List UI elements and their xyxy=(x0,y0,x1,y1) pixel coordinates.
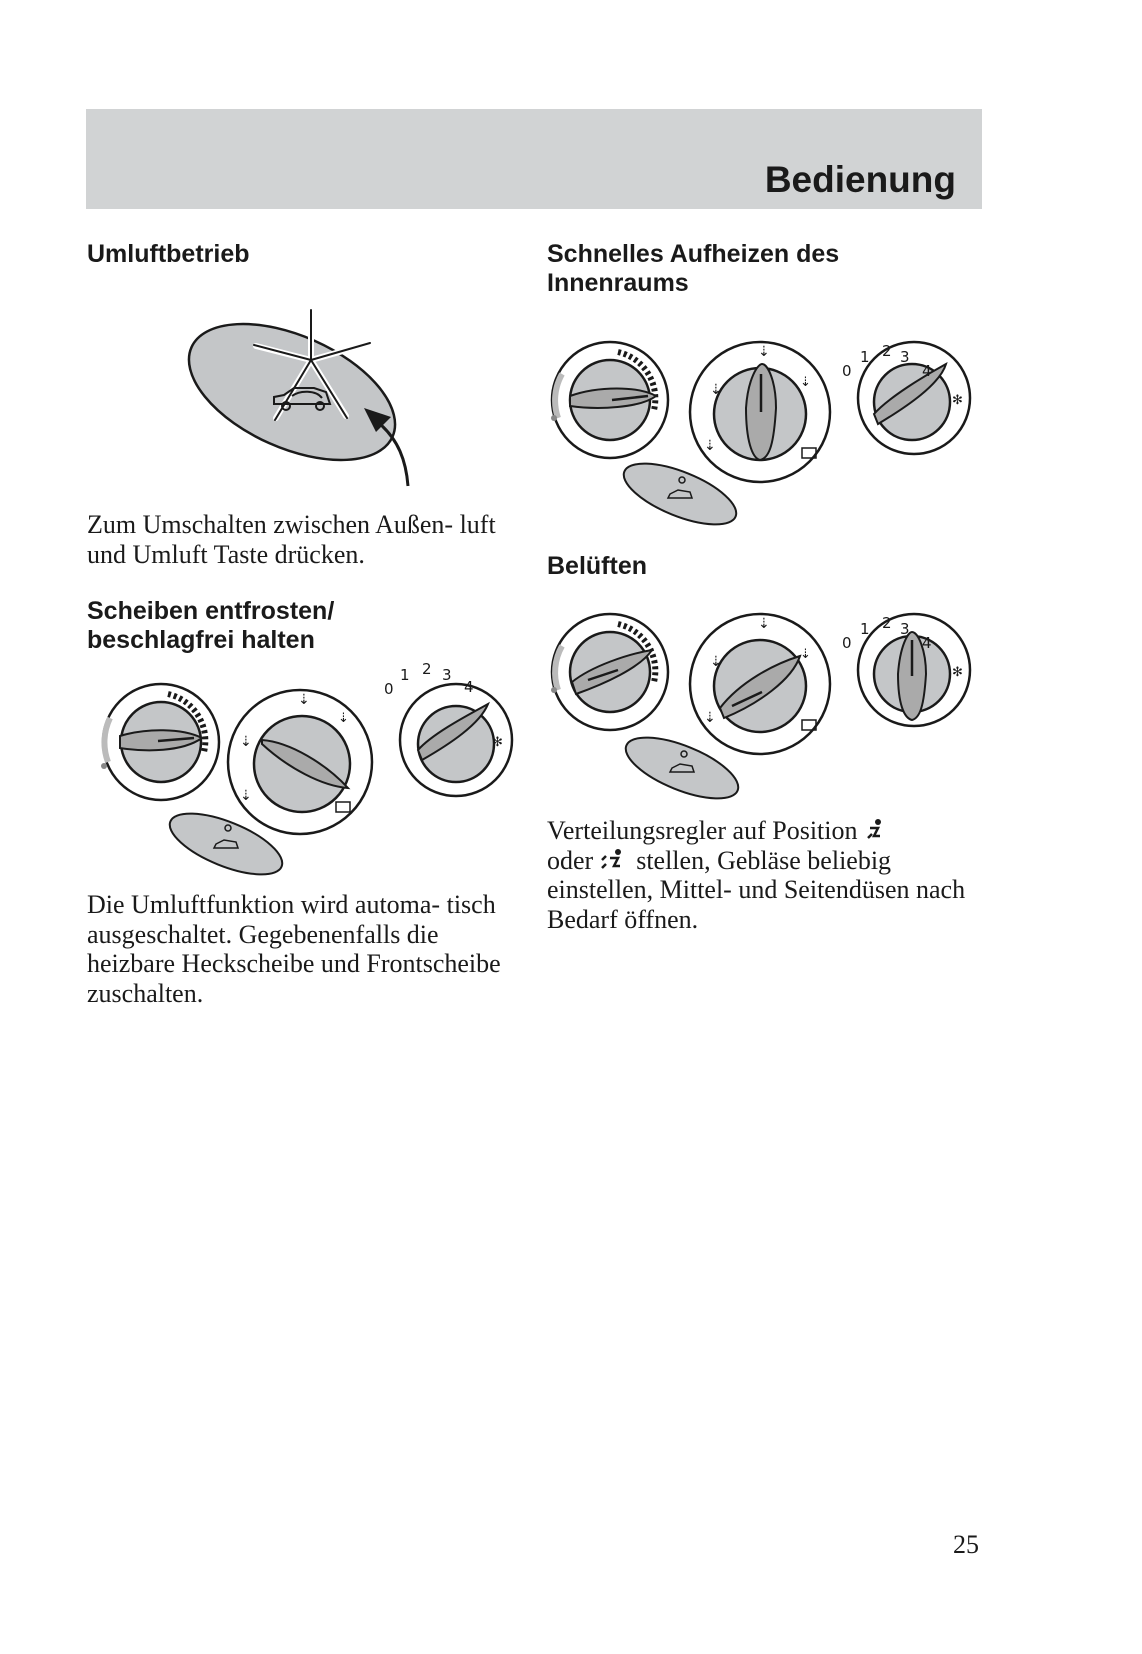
svg-text:4: 4 xyxy=(922,634,932,652)
face-floor-vent-icon xyxy=(600,848,630,872)
svg-text:0: 0 xyxy=(384,680,394,698)
svg-text:1: 1 xyxy=(860,620,870,638)
svg-text:⇣: ⇣ xyxy=(710,654,722,670)
svg-text:3: 3 xyxy=(442,666,452,684)
heating-controls-illustration xyxy=(548,342,978,532)
svg-text:0: 0 xyxy=(842,634,852,652)
distribution-knob-icon xyxy=(690,614,830,754)
svg-text:3: 3 xyxy=(900,348,910,366)
heading-umluftbetrieb: Umluftbetrieb xyxy=(87,240,250,268)
svg-text:✻: ✻ xyxy=(952,393,963,408)
svg-text:⇣: ⇣ xyxy=(298,692,310,708)
svg-text:⇣: ⇣ xyxy=(240,734,252,750)
entfrosten-description: Die Umluftfunktion wird automa- tisch ausgeschaltet. Gegebenenfalls die heizbare Heckscheibe und Frontscheibe zuschalten. xyxy=(87,890,501,1008)
defrost-controls-illustration xyxy=(86,660,516,882)
svg-text:⇣: ⇣ xyxy=(710,382,722,398)
svg-text:3: 3 xyxy=(900,620,910,638)
heading-aufheizen: Schnelles Aufheizen des Innenraums xyxy=(547,240,840,297)
chapter-title: Bedienung xyxy=(764,159,956,200)
distribution-knob-icon xyxy=(228,690,372,834)
temperature-knob-icon xyxy=(551,614,668,730)
umluft-description: Zum Umschalten zwischen Außen- luft und Umluft Taste drücken. xyxy=(87,510,496,569)
svg-text:1: 1 xyxy=(400,666,410,684)
page-number: 25 xyxy=(953,1530,979,1559)
temperature-knob-icon xyxy=(101,684,219,800)
svg-text:⇣: ⇣ xyxy=(704,710,716,726)
svg-text:2: 2 xyxy=(882,614,892,632)
svg-text:⇣: ⇣ xyxy=(338,711,349,726)
svg-text:1: 1 xyxy=(860,348,870,366)
chapter-header xyxy=(86,109,982,209)
svg-text:⇣: ⇣ xyxy=(758,616,770,632)
belueften-description: Verteilungsregler auf Position oder stellen, Gebläse beliebig einstellen, Mittel- und Seitendüsen nach Bedarf öffnen. xyxy=(547,816,966,934)
face-vent-icon xyxy=(864,818,888,842)
fan-knob-icon xyxy=(842,342,970,454)
svg-text:0: 0 xyxy=(842,362,852,380)
svg-text:4: 4 xyxy=(464,678,474,696)
svg-text:✻: ✻ xyxy=(952,665,963,680)
svg-text:⇣: ⇣ xyxy=(240,788,252,804)
fan-knob-icon xyxy=(384,660,512,796)
ventilation-controls-illustration xyxy=(548,610,978,800)
svg-text:⇣: ⇣ xyxy=(800,647,811,662)
distribution-knob-icon xyxy=(690,342,830,482)
svg-text:⇣: ⇣ xyxy=(800,375,811,390)
recirculation-button-illustration xyxy=(180,300,420,500)
svg-text:⇣: ⇣ xyxy=(758,344,770,360)
fan-knob-icon xyxy=(842,614,970,726)
heading-belueften: Belüften xyxy=(547,552,647,580)
svg-text:2: 2 xyxy=(882,342,892,360)
temperature-knob-icon xyxy=(551,342,668,458)
heading-entfrosten: Scheiben entfrosten/ beschlagfrei halten xyxy=(87,597,335,654)
svg-text:✻: ✻ xyxy=(492,735,503,750)
svg-text:⇣: ⇣ xyxy=(704,438,716,454)
svg-text:2: 2 xyxy=(422,660,432,678)
svg-text:4: 4 xyxy=(922,362,932,380)
